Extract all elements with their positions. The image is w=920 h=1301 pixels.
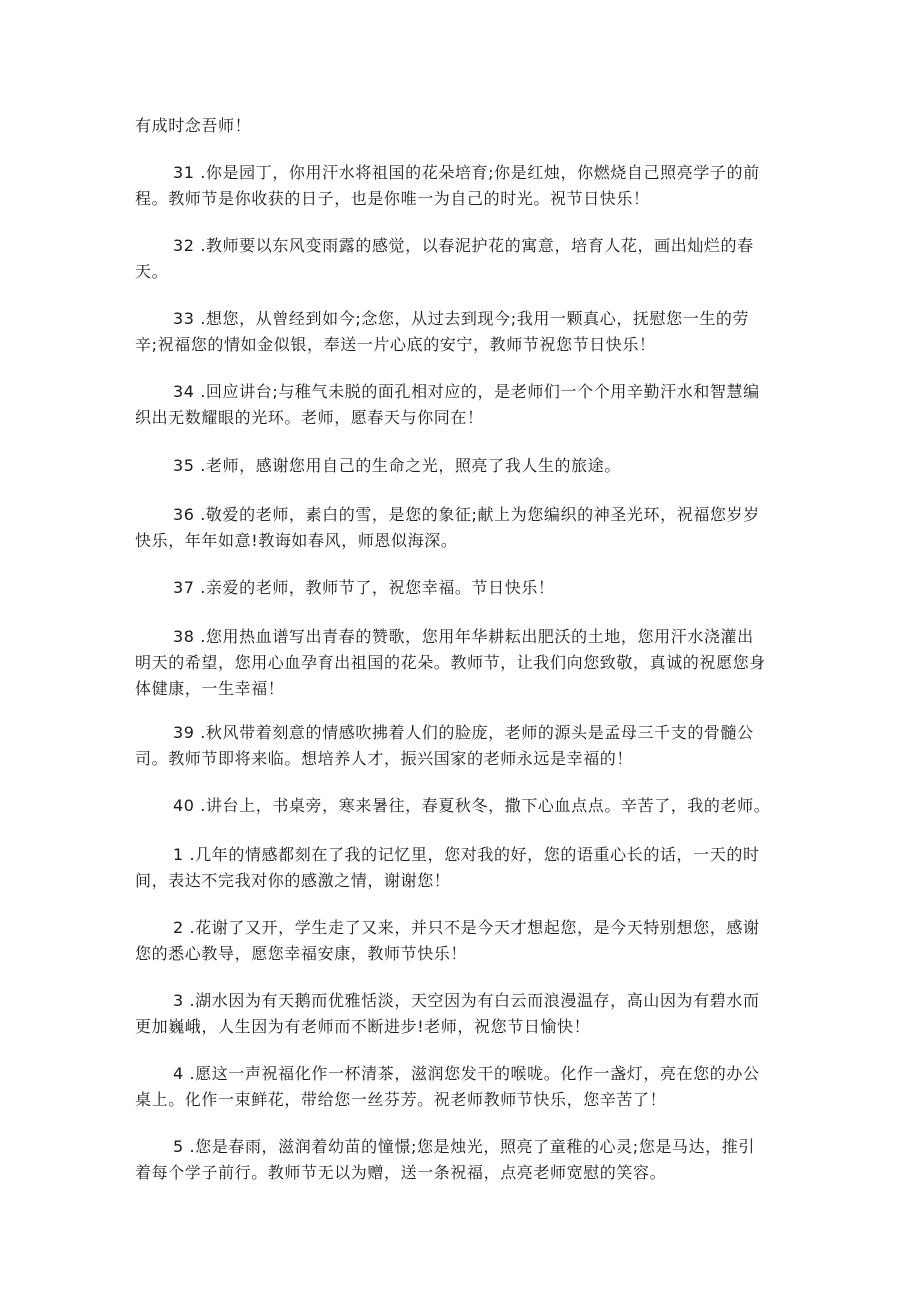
paragraph-number: 38	[173, 627, 195, 646]
paragraph-line: 33 .想您，从曾经到如今;念您，从过去到现今;我用一颗真心，抚慰您一生的劳	[173, 309, 750, 328]
paragraph-3	[135, 988, 795, 1040]
paragraph-number: 3	[173, 991, 184, 1010]
paragraph-line: 38 .您用热血谱写出青春的赞歌，您用年华耕耘出肥沃的土地，您用汗水浇灌出	[173, 627, 754, 646]
paragraph-line: 4 .愿这一声祝福化作一杯清茶，滋润您发干的喉咙。化作一盏灯，亮在您的办公	[173, 1064, 760, 1083]
paragraph-39	[135, 720, 795, 772]
paragraph-line: 辛;祝福您的情如金似银，奉送一片心底的安宁，教师节祝您节日快乐！	[135, 335, 656, 354]
paragraph-number: 2	[173, 918, 184, 937]
paragraph-line: 36 .敬爱的老师，素白的雪，是您的象征;献上为您编织的神圣光环，祝福您岁岁	[173, 505, 760, 524]
paragraph-line: 间，表达不完我对你的感激之情，谢谢您！	[135, 871, 451, 890]
paragraph-line: 体健康，一生幸福！	[135, 679, 285, 698]
paragraph-number: 32	[173, 236, 195, 255]
paragraph-2	[135, 915, 795, 967]
paragraph-33	[135, 306, 795, 358]
paragraph-line: 5 .您是春雨，滋润着幼苗的憧憬;您是烛光，照亮了童稚的心灵;您是马达，推引	[173, 1137, 755, 1156]
paragraph-line: 着每个学子前行。教师节无以为赠，送一条祝福，点亮老师宽慰的笑容。	[135, 1163, 667, 1182]
paragraph-number: 5	[173, 1137, 184, 1156]
paragraph-38	[135, 624, 795, 702]
paragraph-line: 更加巍峨，人生因为有老师而不断进步!老师，祝您节日愉快！	[135, 1017, 591, 1036]
paragraph-line: 31 .你是园丁，你用汗水将祖国的花朵培育;你是红烛，你燃烧自己照亮学子的前	[173, 163, 760, 182]
paragraph-line: 桌上。化作一束鲜花，带给您一丝芬芳。祝老师教师节快乐，您辛苦了！	[135, 1090, 667, 1109]
paragraph-number: 37	[173, 578, 195, 597]
paragraph-number: 31	[173, 163, 195, 182]
paragraph-32	[135, 233, 795, 285]
paragraph-number: 1	[173, 845, 184, 864]
paragraph-line: 有成时念吾师！	[135, 116, 252, 135]
paragraph-37	[135, 575, 795, 601]
paragraph-line: 程。教师节是你收获的日子，也是你唯一为自己的时光。祝节日快乐！	[135, 189, 650, 208]
paragraph-34	[135, 379, 795, 431]
paragraph-continuation	[135, 113, 795, 139]
paragraph-31	[135, 160, 795, 212]
paragraph-number: 39	[173, 723, 195, 742]
paragraph-line: 32 .教师要以东风变雨露的感觉，以春泥护花的寓意，培育人花，画出灿烂的春	[173, 236, 754, 255]
paragraph-line: 37 .亲爱的老师，教师节了，祝您幸福。节日快乐！	[173, 578, 555, 597]
paragraph-number: 35	[173, 456, 195, 475]
paragraph-4	[135, 1061, 795, 1113]
paragraph-line: 35 .老师，感谢您用自己的生命之光，照亮了我人生的旅途。	[173, 456, 621, 475]
paragraph-line: 快乐，年年如意!教诲如春风，师恩似海深。	[135, 531, 458, 550]
paragraph-line: 明天的希望，您用心血孕育出祖国的花朵。教师节，让我们向您致敬，真诚的祝愿您身	[135, 653, 766, 672]
paragraph-line: 您的悉心教导，愿您幸福安康，教师节快乐！	[135, 944, 468, 963]
paragraph-line: 织出无数耀眼的光环。老师，愿春天与你同在！	[135, 408, 484, 427]
paragraph-40	[135, 793, 795, 819]
paragraph-line: 34 .回应讲台;与稚气未脱的面孔相对应的，是老师们一个个用辛勤汗水和智慧编	[173, 382, 760, 401]
paragraph-number: 4	[173, 1064, 184, 1083]
paragraph-line: 1 .几年的情感都刻在了我的记忆里，您对我的好，您的语重心长的话，一天的时	[173, 845, 760, 864]
paragraph-line: 40 .讲台上，书桌旁，寒来暑往，春夏秋冬，撒下心血点点。辛苦了，我的老师。	[173, 796, 771, 815]
paragraph-35	[135, 453, 795, 479]
paragraph-line: 司。教师节即将来临。想培养人才，振兴国家的老师永远是幸福的！	[135, 749, 634, 768]
paragraph-line: 39 .秋风带着刻意的情感吹拂着人们的脸庞，老师的源头是孟母三千支的骨髓公	[173, 723, 754, 742]
paragraph-line: 2 .花谢了又开，学生走了又来，并只不是今天才想起您，是今天特别想您，感谢	[173, 918, 760, 937]
paragraph-number: 34	[173, 382, 195, 401]
paragraph-line: 3 .湖水因为有天鹅而优雅恬淡，天空因为有白云而浪漫温存，高山因为有碧水而	[173, 991, 760, 1010]
paragraph-36	[135, 502, 795, 554]
paragraph-5	[135, 1134, 795, 1186]
paragraph-number: 33	[173, 309, 195, 328]
paragraph-number: 36	[173, 505, 195, 524]
paragraph-number: 40	[173, 796, 195, 815]
paragraph-1	[135, 842, 795, 894]
paragraph-line: 天。	[135, 262, 169, 281]
